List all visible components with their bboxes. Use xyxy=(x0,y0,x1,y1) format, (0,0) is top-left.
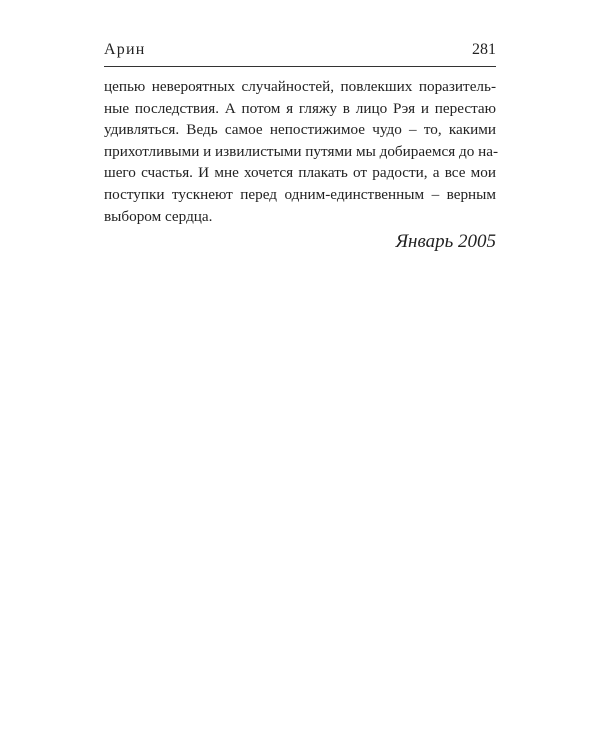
text-line: цепью невероятных случайностей, повлекших поразитель- xyxy=(104,78,496,95)
running-title: Арин xyxy=(104,41,146,58)
text-line: шего счастья. И мне хочется плакать от радости, а все мои xyxy=(104,164,496,182)
running-head xyxy=(104,38,496,62)
text-line: удивляться. Ведь самое непостижимое чудо – то, какими xyxy=(104,121,496,139)
text-line: поступки тускнеют перед одним-единственным – верным xyxy=(104,185,496,203)
dateline: Январь 2005 xyxy=(395,231,496,252)
body-paragraph xyxy=(104,76,499,227)
text-line: выбором сердца. xyxy=(104,207,213,225)
header-rule xyxy=(104,66,496,67)
text-line: ные последствия. А потом я гляжу в лицо Рэя и перестаю xyxy=(104,99,496,117)
page-number: 281 xyxy=(472,41,496,58)
text-line: прихотливыми и извилистыми путями мы добираемся до на- xyxy=(104,142,499,160)
